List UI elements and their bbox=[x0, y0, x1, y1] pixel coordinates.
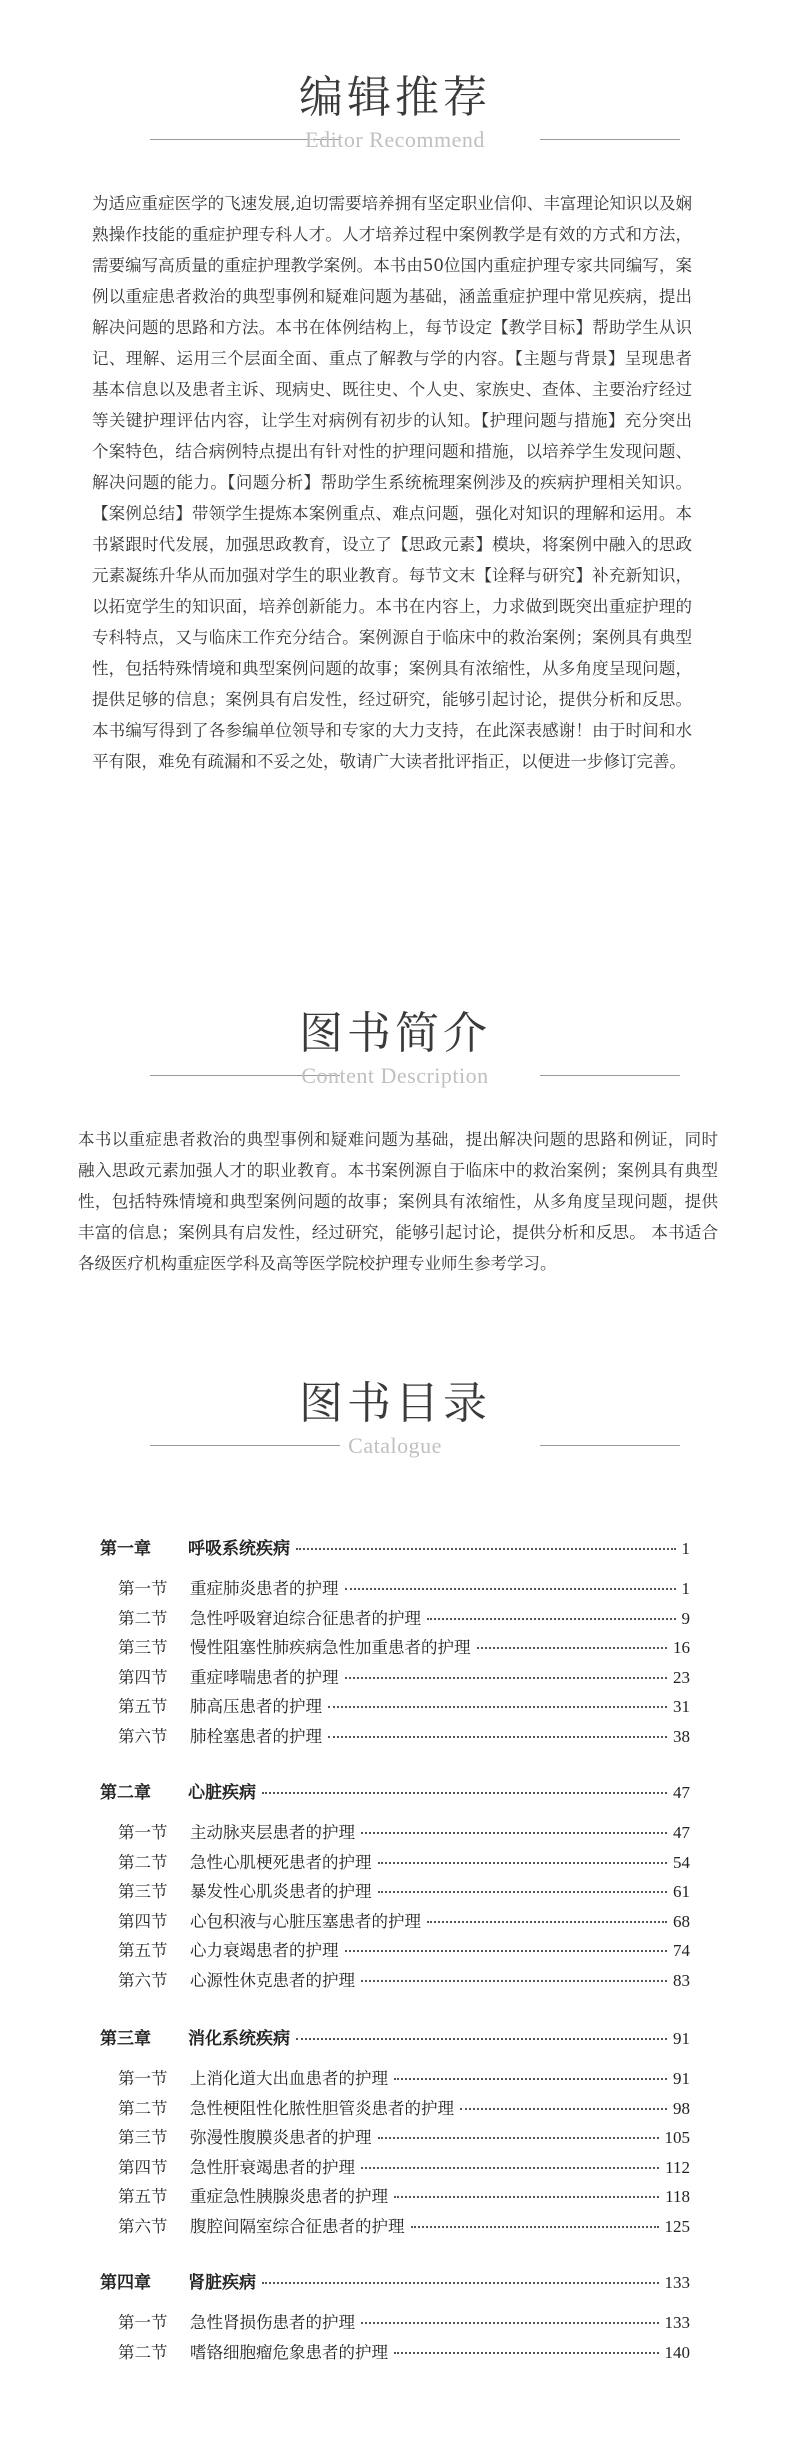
toc-section-number: 第二节 bbox=[118, 1608, 168, 1628]
toc-section-number: 第二节 bbox=[118, 2342, 168, 2362]
content-description-text: 本书以重症患者救治的典型事例和疑难问题为基础，提出解决问题的思路和例证，同时融入思政元素加强人才的职业教育。本书案例源自于临床中的救治案例；案例具有典型性，包括特殊情境和典型案例问题的故事；案例具有浓缩性，从多角度呈现问题，提供丰富的信息；案例具有启发性，经过研究，能够引起讨论，提供分析和反思。 本书适合各级医疗机构重症医学科及高等医学院校护理专业师生参考学习。 bbox=[78, 1130, 718, 1273]
toc-section-page: 31 bbox=[673, 1697, 690, 1716]
toc-section-row bbox=[100, 1605, 690, 1633]
toc-chapter-page: 91 bbox=[673, 2029, 690, 2048]
toc-section-number: 第二节 bbox=[118, 2098, 168, 2118]
toc-chapter-title: 呼吸系统疾病 bbox=[188, 1539, 290, 1559]
toc-section-number: 第一节 bbox=[118, 2313, 168, 2332]
editor-recommend-text: 为适应重症医学的飞速发展,迫切需要培养拥有坚定职业信仰、丰富理论知识以及娴熟操作技能的重症护理专科人才。人才培养过程中案例教学是有效的方式和方法，需要编写高质量的重症护理教学案例。本书由50位国内重症护理专家共同编写，案例以重症患者救治的典型事例和疑难问题为基础，涵盖重症护理中常见疾病，提出解决问题的思路和方法。本书在体例结构上，每节设定【教学目标】帮助学生从识记、理解、运用三个层面全面、重点了解教与学的内容。【主题与背景】呈现患者基本信息以及患者主诉、现病史、既往史、个人史、家族史、查体、主要治疗经过等关键护理评估内容，让学生对病例有初步的认知。【护理问题与措施】充分突出个案特色，结合病例特点提出有针对性的护理问题和措施，以培养学生发现问题、解决问题的能力。【问题分析】帮助学生系统梳理案例涉及的疾病护理相关知识。【案例总结】带领学生提炼本案例重点、难点问题，强化对知识的理解和运用。本书紧跟时代发展，加强思政教育，设立了【思政元素】模块，将案例中融入的思政元素凝练升华从而加强对学生的职业教育。每节文末【诠释与研究】补充新知识，以拓宽学生的知识面，培养创新能力。本书在内容上，力求做到既突出重症护理的专科特点，又与临床工作充分结合。案例源自于临床中的救治案例；案例具有典型性，包括特殊情境和典型案例问题的故事；案例具有浓缩性，从多角度呈现问题，提供足够的信息；案例具有启发性，经过研究，能够引起讨论，提供分析和反思。本书编写得到了各参编单位领导和专家的大力支持，在此深表感谢！由于时间和水平有限，难免有疏漏和不妥之处，敬请广大读者批评指正，以便进一步修订完善。 bbox=[92, 194, 692, 771]
toc-section-row bbox=[100, 1819, 690, 1847]
toc-chapter-number: 第一章 bbox=[100, 1539, 151, 1559]
catalogue-title: 图书目录 bbox=[299, 1378, 491, 1429]
toc-leader-dots bbox=[361, 1831, 667, 1834]
toc-section-page: 133 bbox=[664, 2313, 690, 2332]
toc-section-row bbox=[100, 2213, 690, 2241]
toc-section-title: 上消化道大出血患者的护理 bbox=[190, 2069, 388, 2088]
toc-leader-dots bbox=[361, 2166, 659, 2169]
toc-section-title: 腹腔间隔室综合征患者的护理 bbox=[190, 2216, 405, 2236]
toc-section-row bbox=[100, 1723, 690, 1751]
toc-leader-dots bbox=[328, 1735, 667, 1738]
toc-section-row bbox=[100, 2154, 690, 2182]
editor-recommend-subtitle: Editor Recommend bbox=[305, 127, 485, 152]
toc-section-number: 第四节 bbox=[118, 2157, 168, 2177]
toc-section-title: 重症肺炎患者的护理 bbox=[190, 1579, 339, 1598]
toc-section-page: 105 bbox=[664, 2128, 690, 2147]
toc-section-number: 第五节 bbox=[118, 1941, 168, 1960]
toc-section-number: 第六节 bbox=[118, 1970, 168, 1990]
toc-leader-dots bbox=[477, 1646, 668, 1649]
toc-leader-dots bbox=[262, 1791, 667, 1794]
toc-section-title: 重症哮喘患者的护理 bbox=[190, 1667, 339, 1687]
toc-section-title: 重症急性胰腺炎患者的护理 bbox=[190, 2187, 388, 2206]
toc-section-page: 83 bbox=[673, 1970, 690, 1990]
toc-section-number: 第六节 bbox=[118, 1726, 168, 1746]
toc-section-number: 第三节 bbox=[118, 2128, 168, 2147]
toc-chapter-row bbox=[100, 2024, 690, 2052]
toc-section-title: 主动脉夹层患者的护理 bbox=[190, 1823, 355, 1842]
toc-section-row bbox=[100, 1693, 690, 1721]
toc-section-page: 112 bbox=[665, 2157, 690, 2177]
toc-section-title: 急性心肌梗死患者的护理 bbox=[190, 1852, 372, 1872]
toc-leader-dots bbox=[378, 1890, 668, 1893]
toc-section-row bbox=[100, 2339, 690, 2367]
toc-section-row bbox=[100, 1575, 690, 1603]
toc-section-title: 心包积液与心脏压塞患者的护理 bbox=[190, 1911, 421, 1931]
toc-section-title: 心源性休克患者的护理 bbox=[190, 1970, 355, 1990]
toc-section-number: 第三节 bbox=[118, 1882, 168, 1901]
toc-section-page: 125 bbox=[664, 2216, 690, 2236]
toc-section-page: 118 bbox=[665, 2187, 690, 2206]
toc-chapter-title: 心脏疾病 bbox=[188, 1783, 256, 1803]
toc-chapter-number: 第二章 bbox=[100, 1783, 151, 1803]
toc-section-page: 38 bbox=[673, 1726, 690, 1746]
toc-section-row bbox=[100, 1664, 690, 1692]
toc-section-title: 肺栓塞患者的护理 bbox=[190, 1726, 322, 1746]
toc-section-title: 急性呼吸窘迫综合征患者的护理 bbox=[190, 1608, 421, 1628]
toc-section-page: 23 bbox=[673, 1667, 690, 1687]
toc-section-row bbox=[100, 1967, 690, 1995]
toc-leader-dots bbox=[378, 1861, 668, 1864]
toc-section-row bbox=[100, 1634, 690, 1662]
toc-section-row bbox=[100, 2309, 690, 2337]
toc-section-number: 第五节 bbox=[118, 2187, 168, 2206]
toc-section-page: 16 bbox=[673, 1638, 690, 1657]
toc-section-title: 暴发性心肌炎患者的护理 bbox=[190, 1882, 372, 1901]
table-of-contents bbox=[100, 0, 690, 2439]
toc-leader-dots bbox=[361, 2321, 659, 2324]
toc-section-page: 68 bbox=[673, 1911, 690, 1931]
toc-section-page: 91 bbox=[673, 2069, 690, 2088]
toc-section-number: 第五节 bbox=[118, 1697, 168, 1716]
toc-leader-dots bbox=[411, 2225, 659, 2228]
toc-section-row bbox=[100, 1849, 690, 1877]
toc-section-title: 心力衰竭患者的护理 bbox=[190, 1941, 339, 1960]
toc-chapter-page: 1 bbox=[681, 1539, 690, 1558]
toc-section-row bbox=[100, 1908, 690, 1936]
toc-section-page: 74 bbox=[673, 1941, 690, 1960]
toc-leader-dots bbox=[394, 2077, 667, 2080]
toc-section-number: 第一节 bbox=[118, 2069, 168, 2088]
toc-section-title: 肺高压患者的护理 bbox=[190, 1697, 322, 1716]
toc-section-row bbox=[100, 2095, 690, 2123]
toc-leader-dots bbox=[460, 2107, 667, 2110]
toc-leader-dots bbox=[427, 1617, 676, 1620]
toc-leader-dots bbox=[394, 2195, 659, 2198]
toc-section-number: 第四节 bbox=[118, 1667, 168, 1687]
toc-section-page: 9 bbox=[681, 1608, 690, 1628]
toc-chapter-number: 第四章 bbox=[100, 2273, 151, 2293]
content-description-title: 图书简介 bbox=[299, 1008, 491, 1059]
toc-chapter-number: 第三章 bbox=[100, 2029, 151, 2049]
toc-leader-dots bbox=[345, 1676, 668, 1679]
toc-section-title: 急性肾损伤患者的护理 bbox=[190, 2313, 355, 2332]
toc-section-number: 第三节 bbox=[118, 1638, 168, 1657]
toc-leader-dots bbox=[345, 1587, 676, 1590]
toc-leader-dots bbox=[296, 1547, 676, 1550]
toc-leader-dots bbox=[345, 1949, 668, 1952]
toc-section-number: 第一节 bbox=[118, 1579, 168, 1598]
toc-leader-dots bbox=[296, 2037, 667, 2040]
toc-leader-dots bbox=[394, 2351, 659, 2354]
toc-chapter-page: 133 bbox=[664, 2273, 690, 2292]
toc-section-title: 嗜铬细胞瘤危象患者的护理 bbox=[190, 2342, 388, 2362]
toc-leader-dots bbox=[328, 1705, 667, 1708]
toc-section-number: 第六节 bbox=[118, 2216, 168, 2236]
toc-chapter-row bbox=[100, 2268, 690, 2296]
toc-chapter-page: 47 bbox=[673, 1783, 690, 1802]
toc-leader-dots bbox=[262, 2281, 659, 2284]
toc-leader-dots bbox=[378, 2136, 659, 2139]
toc-section-row bbox=[100, 1937, 690, 1965]
toc-chapter-title: 消化系统疾病 bbox=[188, 2029, 290, 2049]
catalogue-subtitle: Catalogue bbox=[348, 1433, 442, 1458]
toc-section-row bbox=[100, 2183, 690, 2211]
toc-section-number: 第二节 bbox=[118, 1852, 168, 1872]
toc-section-page: 61 bbox=[673, 1882, 690, 1901]
toc-chapter-title: 肾脏疾病 bbox=[188, 2273, 256, 2293]
toc-section-row bbox=[100, 2065, 690, 2093]
editor-recommend-title: 编辑推荐 bbox=[299, 72, 491, 123]
toc-section-row bbox=[100, 1878, 690, 1906]
toc-section-title: 急性肝衰竭患者的护理 bbox=[190, 2157, 355, 2177]
toc-section-page: 47 bbox=[673, 1823, 690, 1842]
toc-section-page: 98 bbox=[673, 2098, 690, 2118]
toc-leader-dots bbox=[427, 1920, 667, 1923]
toc-section-row bbox=[100, 2124, 690, 2152]
toc-section-page: 1 bbox=[681, 1579, 690, 1598]
toc-section-title: 急性梗阻性化脓性胆管炎患者的护理 bbox=[190, 2098, 454, 2118]
content-description-subtitle: Content Description bbox=[301, 1063, 489, 1088]
toc-chapter-row bbox=[100, 1534, 690, 1562]
toc-section-page: 54 bbox=[673, 1852, 690, 1872]
toc-section-title: 弥漫性腹膜炎患者的护理 bbox=[190, 2128, 372, 2147]
toc-leader-dots bbox=[361, 1979, 667, 1982]
toc-section-number: 第一节 bbox=[118, 1823, 168, 1842]
toc-section-page: 140 bbox=[664, 2342, 690, 2362]
toc-section-number: 第四节 bbox=[118, 1911, 168, 1931]
toc-section-title: 慢性阻塞性肺疾病急性加重患者的护理 bbox=[190, 1638, 471, 1657]
toc-chapter-row bbox=[100, 1778, 690, 1806]
